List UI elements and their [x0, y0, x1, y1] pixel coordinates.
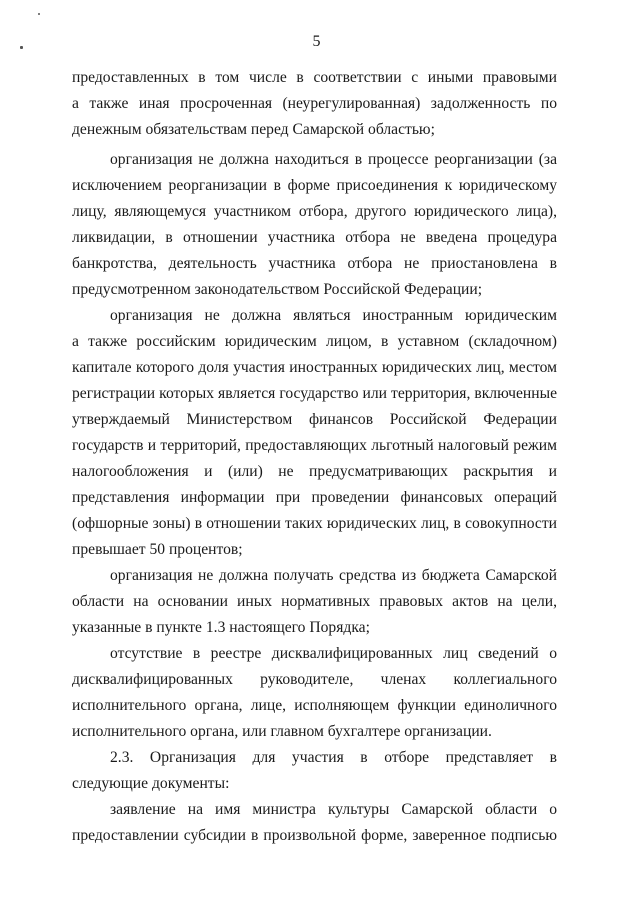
text-line: дисквалифицированных руководителе, членах коллегиального — [72, 671, 557, 688]
text-line: а также российским юридическим лицом, в уставном (складочном) — [72, 333, 557, 350]
text-line: ликвидации, в отношении участника отбора не введена процедура — [72, 229, 557, 246]
text-line: капитале которого доля участия иностранных юридических лиц, местом — [72, 359, 557, 376]
text-line: превышает 50 процентов; — [72, 541, 243, 558]
text-line: следующие документы: — [72, 775, 230, 792]
text-line: отсутствие в реестре дисквалифицированных лиц сведений о — [110, 645, 557, 662]
text-line: исключением реорганизации в форме присоединения к юридическому — [72, 177, 557, 194]
text-line: организация не должна являться иностранным юридическим — [110, 307, 557, 324]
text-line: исполнительного органа, лице, исполняющем функции единоличного — [72, 697, 557, 714]
text-line: указанные в пункте 1.3 настоящего Порядка; — [72, 619, 370, 636]
text-line: утверждаемый Министерством финансов Российской Федерации — [72, 411, 557, 428]
text-line: предоставлении субсидии в произвольной форме, заверенное подписью — [72, 827, 557, 844]
text-line: заявление на имя министра культуры Самарской области о — [110, 801, 557, 818]
text-line: представления информации при проведении финансовых операций — [72, 489, 557, 506]
text-line: лицу, являющемуся участником отбора, другого юридического лица), — [72, 203, 557, 220]
text-line: предоставленных в том числе в соответствии с иными правовыми — [72, 69, 557, 86]
scan-speck — [38, 13, 40, 15]
text-line: области на основании иных нормативных правовых актов на цели, — [72, 593, 557, 610]
text-line: (офшорные зоны) в отношении таких юридических лиц, в совокупности — [72, 515, 557, 532]
text-line: регистрации которых является государство или территория, включенные — [72, 385, 557, 402]
text-line: налогообложения и (или) не предусматривающих раскрытия и — [72, 463, 557, 480]
page-number: 5 — [312, 33, 321, 50]
text-line: организация не должна находиться в процессе реорганизации (за — [110, 151, 557, 168]
text-line: 2.3. Организация для участия в отборе представляет в — [110, 749, 557, 766]
text-line: а также иная просроченная (неурегулированная) задолженность по — [72, 95, 557, 112]
text-line: банкротства, деятельность участника отбора не приостановлена в — [72, 255, 557, 272]
text-line: предусмотренном законодательством Российской Федерации; — [72, 281, 483, 298]
text-line: государств и территорий, предоставляющих льготный налоговый режим — [72, 437, 557, 454]
text-line: денежным обязательствам перед Самарской областью; — [72, 121, 435, 138]
scan-speck — [20, 46, 23, 49]
text-line: исполнительного органа, или главном бухгалтере организации. — [72, 723, 492, 740]
text-line: организация не должна получать средства из бюджета Самарской — [110, 567, 557, 584]
